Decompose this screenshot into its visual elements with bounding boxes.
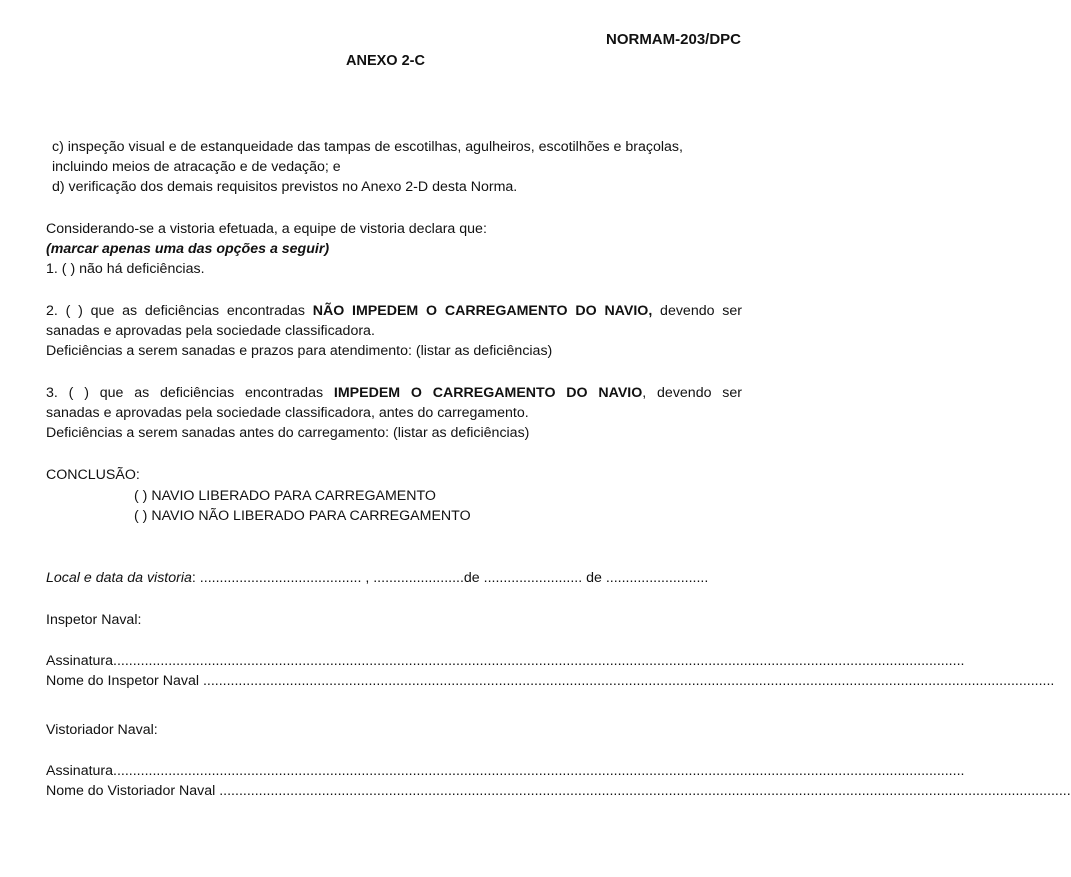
inspector-signature-dots: ........................................................................................................................................................................................................................ — [113, 653, 965, 669]
local-date-label: Local e data da vistoria — [46, 570, 192, 586]
inspector-signature-block — [46, 651, 1055, 691]
option-2-line1 — [46, 301, 742, 321]
option-2-block — [46, 301, 742, 361]
inspector-signature-line — [46, 651, 965, 671]
surveyor-signature-block — [46, 761, 1071, 801]
conclusion-not-released: ( ) NAVIO NÃO LIBERADO PARA CARREGAMENTO — [134, 508, 471, 524]
conclusion-title: CONCLUSÃO: — [46, 467, 140, 483]
surveyor-name-line — [46, 781, 1071, 801]
declaration-instruction: (marcar apenas uma das opções a seguir) — [46, 241, 330, 257]
inspector-name-line — [46, 671, 1055, 691]
declaration-intro-block — [46, 219, 742, 279]
surveyor-name-dots: ........................................................................................................................................................................................................................ — [219, 783, 1071, 799]
surveyor-signature-label: Assinatura — [46, 763, 114, 779]
option-2-line3: Deficiências a serem sanadas e prazos para atendimento: (listar as deficiências) — [46, 343, 553, 359]
item-c-line2: incluindo meios de atracação e de vedação; e — [52, 159, 341, 175]
option-3-line1 — [46, 383, 742, 403]
local-date-fill: : ......................................... , .......................de ......................... de .......................... — [191, 570, 709, 586]
option-2-bold: NÃO IMPEDEM O CARREGAMENTO DO NAVIO, — [312, 303, 653, 319]
inspector-heading: Inspetor Naval: — [46, 612, 142, 628]
option-3-line3: Deficiências a serem sanadas antes do carregamento: (listar as deficiências) — [46, 425, 530, 441]
option-1: 1. ( ) não há deficiências. — [46, 261, 205, 277]
conclusion-options — [134, 486, 471, 526]
declaration-intro: Considerando-se a vistoria efetuada, a equipe de vistoria declara que: — [46, 221, 487, 237]
norm-code: NORMAM-203/DPC — [605, 31, 741, 48]
surveyor-signature-line — [46, 761, 965, 781]
surveyor-signature-dots: ........................................................................................................................................................................................................................ — [113, 763, 965, 779]
conclusion-released: ( ) NAVIO LIBERADO PARA CARREGAMENTO — [134, 488, 436, 504]
inspector-name-label: Nome do Inspetor Naval — [46, 673, 203, 689]
option-3-line2: sanadas e aprovadas pela sociedade classificadora, antes do carregamento. — [46, 405, 529, 421]
annex-title: ANEXO 2-C — [346, 53, 425, 69]
option-3-prefix: 3. ( ) que as deficiências encontradas — [46, 385, 334, 401]
option-2-prefix: 2. ( ) que as deficiências encontradas — [46, 303, 313, 319]
item-d: d) verificação dos demais requisitos previstos no Anexo 2-D desta Norma. — [52, 179, 518, 195]
surveyor-heading: Vistoriador Naval: — [46, 722, 158, 738]
inspector-signature-label: Assinatura — [46, 653, 114, 669]
item-c-line1: c) inspeção visual e de estanqueidade das tampas de escotilhas, agulheiros, escotilhões e braçolas, — [52, 139, 683, 155]
option-3-block — [46, 383, 742, 443]
option-2-suffix: devendo ser — [652, 303, 742, 319]
option-2-line2: sanadas e aprovadas pela sociedade classificadora. — [46, 323, 375, 339]
option-3-bold: IMPEDEM O CARREGAMENTO DO NAVIO — [333, 385, 643, 401]
surveyor-name-label: Nome do Vistoriador Naval — [46, 783, 220, 799]
option-3-suffix: , devendo ser — [642, 385, 743, 401]
local-date-line — [46, 568, 742, 588]
inspector-name-dots: ........................................................................................................................................................................................................................ — [202, 673, 1055, 689]
inspection-items — [46, 137, 742, 197]
